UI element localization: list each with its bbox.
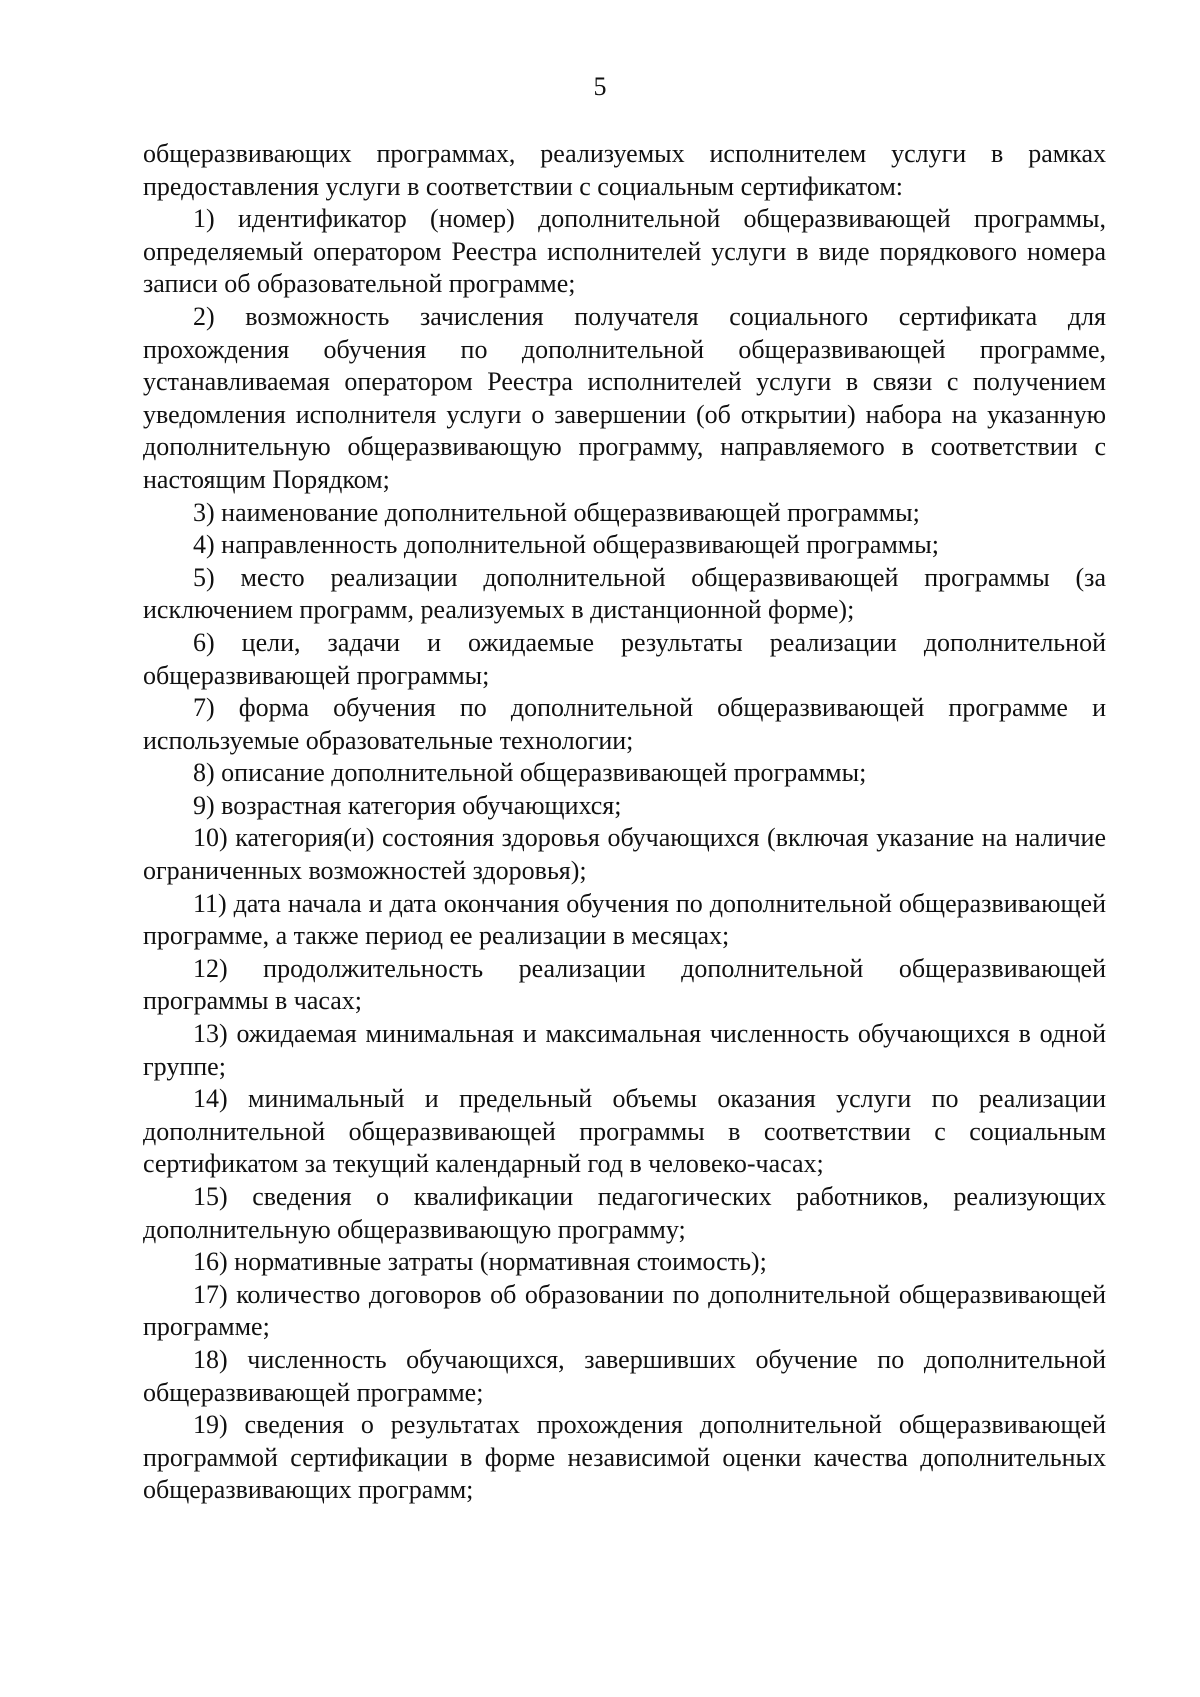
list-item-5: 5) место реализации дополнительной общеразвивающей программы (за исключением программ, реализуемых в дистанционной форме); bbox=[143, 562, 1106, 625]
list-item-3: 3) наименование дополнительной общеразвивающей программы; bbox=[193, 497, 920, 527]
list-item-7: 7) форма обучения по дополнительной общеразвивающей программе и используемые образовательные технологии; bbox=[143, 693, 1106, 755]
paragraph-intro: общеразвивающих программах, реализуемых исполнителем услуги в рамках предоставления услуги в соответствии с социальным сертификатом: bbox=[143, 139, 1106, 201]
list-item-1: 1) идентификатор (номер) дополнительной общеразвивающей программы, определяемый оператором Реестра исполнителей услуги в виде порядкового номера записи об образовательной программе; bbox=[143, 204, 1106, 299]
list-item-2: 2) возможность зачисления получателя социального сертификата для прохождения обучения по дополнительной общеразвивающей программе, устанавливаемая оператором Реестра исполнителей услуги в связи с получением уведомления исполнителя услуги о завершении (об открытии) набора на указанную дополнительную общеразвивающую программу, направляемого в соответствии с настоящим Порядком; bbox=[143, 301, 1106, 494]
list-item-17: 17) количество договоров об образовании по дополнительной общеразвивающей программе; bbox=[143, 1279, 1106, 1342]
list-item-16: 16) нормативные затраты (нормативная стоимость); bbox=[193, 1247, 767, 1277]
list-item-9: 9) возрастная категория обучающихся; bbox=[193, 790, 622, 820]
list-item-6: 6) цели, задачи и ожидаемые результаты реализации дополнительной общеразвивающей программы; bbox=[143, 627, 1106, 690]
list-item-10: 10) категория(и) состояния здоровья обучающихся (включая указание на наличие ограниченных возможностей здоровья); bbox=[143, 823, 1106, 886]
list-item-18: 18) численность обучающихся, завершивших обучение по дополнительной общеразвивающей программе; bbox=[143, 1344, 1106, 1407]
list-item-4: 4) направленность дополнительной общеразвивающей программы; bbox=[193, 530, 939, 560]
list-item-15: 15) сведения о квалификации педагогических работников, реализующих дополнительную общеразвивающую программу; bbox=[143, 1182, 1106, 1244]
list-item-12: 12) продолжительность реализации дополнительной общеразвивающей программы в часах; bbox=[143, 953, 1106, 1016]
list-item-14: 14) минимальный и предельный объемы оказания услуги по реализации дополнительной общеразвивающей программы в соответствии с социальным сертификатом за текущий календарный год в человеко-часах; bbox=[143, 1084, 1106, 1179]
list-item-19: 19) сведения о результатах прохождения дополнительной общеразвивающей программой сертификации в форме независимой оценки качества дополнительных общеразвивающих программ; bbox=[143, 1410, 1106, 1505]
page-number: 5 bbox=[593, 72, 607, 101]
list-item-13: 13) ожидаемая минимальная и максимальная численность обучающихся в одной группе; bbox=[143, 1019, 1106, 1081]
document-body bbox=[143, 138, 1106, 1507]
list-item-11: 11) дата начала и дата окончания обучения по дополнительной общеразвивающей программе, а также период ее реализации в месяцах; bbox=[143, 888, 1106, 951]
list-item-8: 8) описание дополнительной общеразвивающей программы; bbox=[193, 758, 867, 788]
